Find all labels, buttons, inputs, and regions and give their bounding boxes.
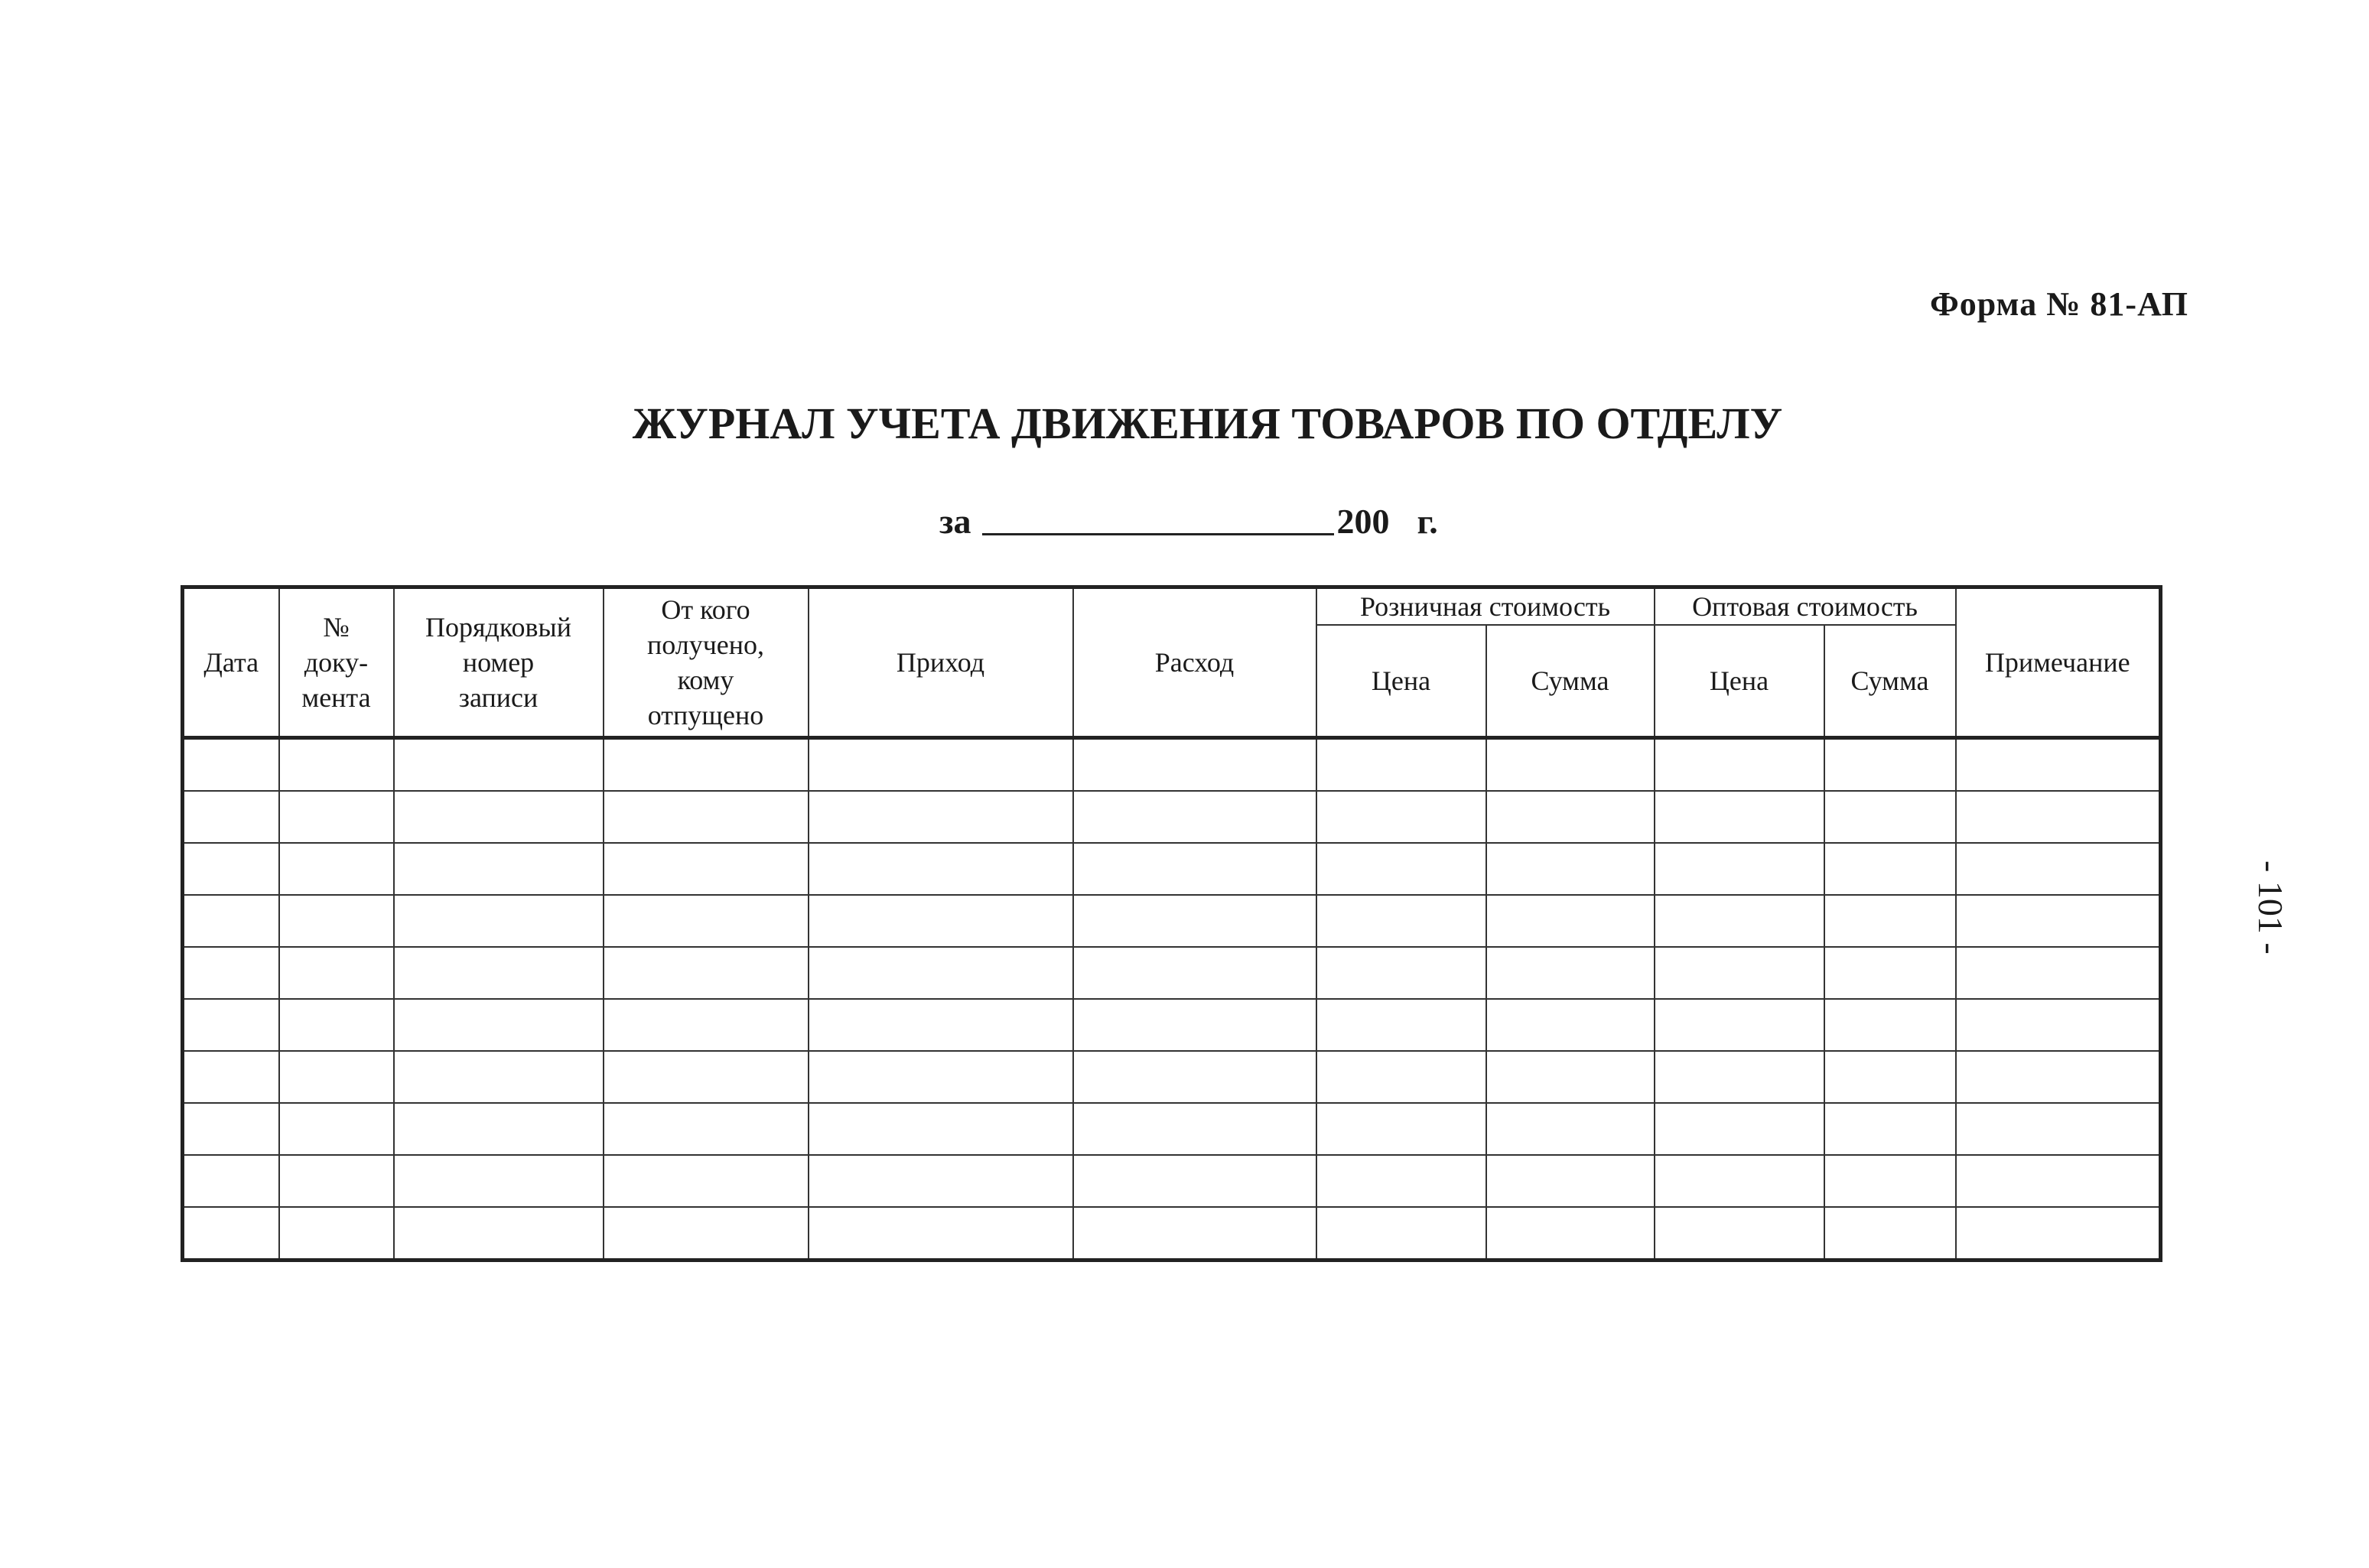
period-year-suffix: г. [1417,502,1438,541]
cell-wholesale-sum[interactable] [1824,1051,1956,1103]
col-from-to-line-2: получено, [646,629,765,660]
table-row [183,1051,2161,1103]
cell-retail-price[interactable] [1316,1155,1486,1207]
cell-income[interactable] [809,1051,1073,1103]
cell-retail-sum[interactable] [1486,895,1655,947]
cell-from-to[interactable] [604,947,809,999]
col-wholesale-price-header: Цена [1655,625,1824,738]
col-from-to-line-1: От кого [661,594,750,625]
col-income-header: Приход [809,587,1073,738]
cell-wholesale-price[interactable] [1655,1103,1824,1155]
cell-wholesale-price[interactable] [1655,1051,1824,1103]
cell-doc-no[interactable] [279,1155,394,1207]
col-date-header: Дата [183,587,279,738]
cell-wholesale-price[interactable] [1655,999,1824,1051]
cell-date[interactable] [183,999,279,1051]
cell-seq-no[interactable] [394,947,604,999]
cell-income[interactable] [809,1103,1073,1155]
cell-from-to[interactable] [604,1103,809,1155]
cell-doc-no[interactable] [279,947,394,999]
period-year: 200 [1336,502,1390,541]
cell-wholesale-sum[interactable] [1824,1103,1956,1155]
cell-from-to[interactable] [604,791,809,843]
table-row [183,895,2161,947]
page-number: - 101 - [2251,860,2290,955]
cell-note[interactable] [1956,1155,2161,1207]
cell-doc-no[interactable] [279,999,394,1051]
col-note-header: Примечание [1956,587,2161,738]
cell-retail-price[interactable] [1316,843,1486,895]
cell-date[interactable] [183,738,279,792]
table-row [183,999,2161,1051]
cell-date[interactable] [183,1051,279,1103]
cell-seq-no[interactable] [394,1051,604,1103]
cell-retail-price[interactable] [1316,999,1486,1051]
cell-wholesale-price[interactable] [1655,843,1824,895]
cell-retail-price[interactable] [1316,738,1486,792]
cell-retail-price[interactable] [1316,895,1486,947]
cell-retail-sum[interactable] [1486,947,1655,999]
cell-retail-price[interactable] [1316,791,1486,843]
cell-note[interactable] [1956,895,2161,947]
cell-expense[interactable] [1073,895,1316,947]
cell-wholesale-price[interactable] [1655,947,1824,999]
col-from-to-line-4: отпущено [647,700,764,730]
col-from-to-line-3: кому [677,665,734,695]
cell-retail-price[interactable] [1316,1207,1486,1261]
col-from-to-header [604,587,809,738]
cell-retail-sum[interactable] [1486,791,1655,843]
cell-seq-no[interactable] [394,1155,604,1207]
cell-from-to[interactable] [604,999,809,1051]
cell-from-to[interactable] [604,738,809,792]
cell-wholesale-price[interactable] [1655,1155,1824,1207]
cell-expense[interactable] [1073,1207,1316,1261]
cell-retail-price[interactable] [1316,1051,1486,1103]
cell-from-to[interactable] [604,1207,809,1261]
col-doc-no-line-2: доку- [304,647,369,678]
cell-income[interactable] [809,791,1073,843]
cell-doc-no[interactable] [279,791,394,843]
col-expense-header: Расход [1073,587,1316,738]
table-row [183,1155,2161,1207]
cell-note[interactable] [1956,843,2161,895]
table-row [183,1103,2161,1155]
cell-from-to[interactable] [604,1051,809,1103]
table-row [183,843,2161,895]
period-prefix: за [939,502,971,541]
form-number: Форма № 81-АП [1929,285,2188,323]
cell-retail-sum[interactable] [1486,1155,1655,1207]
cell-wholesale-sum[interactable] [1824,1207,1956,1261]
cell-expense[interactable] [1073,1155,1316,1207]
cell-seq-no[interactable] [394,895,604,947]
cell-income[interactable] [809,1207,1073,1261]
col-retail-price-header: Цена [1316,625,1486,738]
cell-date[interactable] [183,843,279,895]
col-seq-no-line-3: записи [458,682,539,713]
col-seq-no-line-2: номер [462,647,535,678]
cell-retail-price[interactable] [1316,1103,1486,1155]
cell-income[interactable] [809,947,1073,999]
cell-note[interactable] [1956,947,2161,999]
table-row [183,1207,2161,1261]
cell-seq-no[interactable] [394,1207,604,1261]
cell-date[interactable] [183,947,279,999]
cell-seq-no[interactable] [394,999,604,1051]
cell-note[interactable] [1956,1207,2161,1261]
cell-from-to[interactable] [604,895,809,947]
cell-date[interactable] [183,1103,279,1155]
cell-wholesale-price[interactable] [1655,895,1824,947]
cell-wholesale-sum[interactable] [1824,791,1956,843]
cell-seq-no[interactable] [394,843,604,895]
cell-seq-no[interactable] [394,738,604,792]
cell-retail-sum[interactable] [1486,843,1655,895]
col-doc-no-header [279,587,394,738]
cell-wholesale-price[interactable] [1655,1207,1824,1261]
table-body [183,738,2161,1261]
col-seq-no-header [394,587,604,738]
cell-date[interactable] [183,895,279,947]
cell-expense[interactable] [1073,947,1316,999]
cell-retail-sum[interactable] [1486,1207,1655,1261]
cell-wholesale-sum[interactable] [1824,895,1956,947]
cell-doc-no[interactable] [279,738,394,792]
cell-wholesale-sum[interactable] [1824,999,1956,1051]
cell-from-to[interactable] [604,1155,809,1207]
cell-seq-no[interactable] [394,1103,604,1155]
cell-wholesale-sum[interactable] [1824,843,1956,895]
cell-seq-no[interactable] [394,791,604,843]
col-doc-no-line-1: № [323,612,350,642]
cell-expense[interactable] [1073,1103,1316,1155]
cell-income[interactable] [809,738,1073,792]
cell-expense[interactable] [1073,843,1316,895]
cell-retail-sum[interactable] [1486,999,1655,1051]
col-seq-no-line-1: Порядковый [425,612,571,642]
col-wholesale-sum-header: Сумма [1824,625,1956,738]
period-blank-field[interactable] [982,530,1334,535]
cell-date[interactable] [183,1207,279,1261]
cell-date[interactable] [183,1155,279,1207]
page-title: ЖУРНАЛ УЧЕТА ДВИЖЕНИЯ ТОВАРОВ ПО ОТДЕЛУ [632,399,1783,448]
table-row [183,947,2161,999]
journal-table [181,585,2162,1262]
col-wholesale-group-header: Оптовая стоимость [1655,587,1956,626]
cell-doc-no[interactable] [279,1051,394,1103]
cell-expense[interactable] [1073,791,1316,843]
cell-wholesale-sum[interactable] [1824,738,1956,792]
cell-retail-sum[interactable] [1486,1051,1655,1103]
cell-retail-price[interactable] [1316,947,1486,999]
cell-wholesale-sum[interactable] [1824,1155,1956,1207]
cell-retail-sum[interactable] [1486,738,1655,792]
cell-expense[interactable] [1073,1051,1316,1103]
cell-doc-no[interactable] [279,1103,394,1155]
cell-wholesale-sum[interactable] [1824,947,1956,999]
col-retail-group-header: Розничная стоимость [1316,587,1655,626]
table-row [183,738,2161,792]
cell-doc-no[interactable] [279,843,394,895]
cell-income[interactable] [809,1155,1073,1207]
cell-expense[interactable] [1073,999,1316,1051]
col-retail-sum-header: Сумма [1486,625,1655,738]
cell-wholesale-price[interactable] [1655,791,1824,843]
table-row [183,791,2161,843]
cell-income[interactable] [809,999,1073,1051]
cell-doc-no[interactable] [279,895,394,947]
table-header [183,587,2161,738]
cell-note[interactable] [1956,738,2161,792]
cell-note[interactable] [1956,999,2161,1051]
cell-note[interactable] [1956,1051,2161,1103]
cell-from-to[interactable] [604,843,809,895]
cell-note[interactable] [1956,791,2161,843]
cell-note[interactable] [1956,1103,2161,1155]
period-line [939,501,1438,542]
cell-retail-sum[interactable] [1486,1103,1655,1155]
cell-expense[interactable] [1073,738,1316,792]
cell-date[interactable] [183,791,279,843]
cell-doc-no[interactable] [279,1207,394,1261]
cell-income[interactable] [809,843,1073,895]
cell-income[interactable] [809,895,1073,947]
cell-wholesale-price[interactable] [1655,738,1824,792]
col-doc-no-line-3: мента [301,682,371,713]
